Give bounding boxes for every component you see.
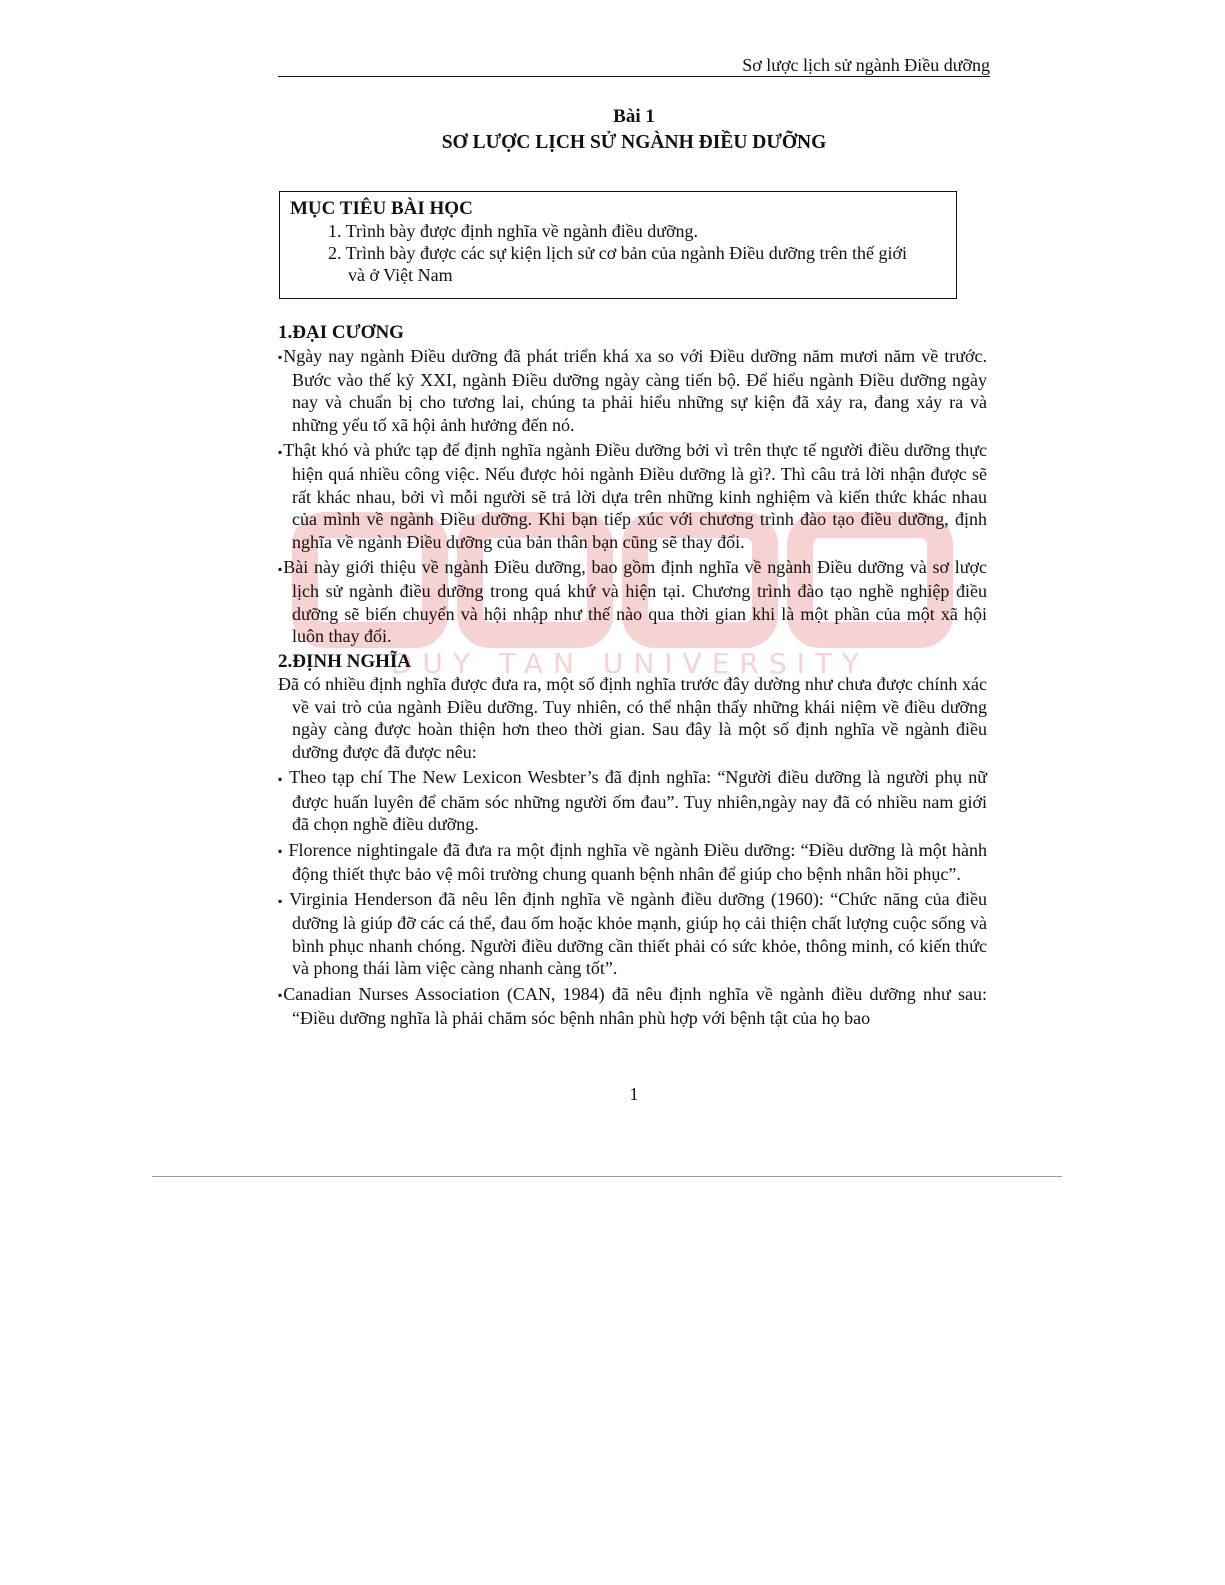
page-bottom-divider (152, 1176, 1062, 1177)
section-heading-dai-cuong: 1.ĐẠI CƯƠNG (278, 322, 404, 343)
paragraph (278, 766, 987, 835)
bullet-icon: ▪ (278, 844, 283, 859)
bullet-icon: ▪ (278, 893, 283, 908)
learning-objectives-box (279, 191, 957, 299)
objective-item: 2. Trình bày được các sự kiện lịch sử cơ bản của ngành Điều dưỡng trên thế giới và ở Việt Nam (328, 243, 907, 285)
paragraph-text: Bài này giới thiệu về ngành Điều dưỡng, bao gồm định nghĩa về ngành Điều dưỡng và sơ lược lịch sử ngành điều dưỡng trong quá khứ và hiện tại. Chương trình đào tạo nghề nghiệp điều dưỡng sẽ biến chuyển và hội nhập như thế nào qua thời gian khi là một phần của một xã hội luôn thay đổi. (283, 557, 987, 647)
header-rule (278, 76, 990, 77)
paragraph-text: Ngày nay ngành Điều dưỡng đã phát triển khá xa so với Điều dưỡng năm mươi năm về trước. Bước vào thế kỷ XXI, ngành Điều dưỡng ngày càng tiến bộ. Để hiểu ngành Điều dưỡng ngày nay và chuẩn bị cho tương lai, chúng ta phải hiểu những sự kiện đã xảy ra, đang xảy ra và những yếu tố xã hội ảnh hưởng đến nó. (283, 345, 987, 435)
page-number: 1 (629, 1084, 639, 1104)
paragraph (278, 888, 987, 980)
paragraph-text: Canadian Nurses Association (CAN, 1984) đã nêu định nghĩa về ngành điều dưỡng như sau: “Điều dưỡng nghĩa là phải chăm sóc bệnh nhân phù hợp với bệnh tật của họ bao (283, 983, 987, 1028)
paragraph (278, 556, 987, 648)
paragraph-text: Theo tạp chí The New Lexicon Wesbter’s đã định nghĩa: “Người điều dưỡng là người phụ nữ được huấn luyên để chăm sóc những người ốm đau”. Tuy nhiên,ngày nay đã có nhiều nam giới đã chọn nghề điều dưỡng. (283, 767, 987, 834)
paragraph (278, 983, 987, 1030)
bullet-icon: ▪ (278, 444, 283, 459)
paragraph-text: Đã có nhiều định nghĩa được đưa ra, một số định nghĩa trước đây dường như chưa được chính xác về vai trò của ngành Điều dưỡng. Tuy nhiên, có thể nhận thấy những khái niệm về điều dưỡng ngày càng được hoàn thiện hơn theo thời gian. Sau đây là một số định nghĩa về ngành điều dưỡng được đã được nêu: (278, 674, 987, 762)
lesson-title: SƠ LƯỢC LỊCH SỬ NGÀNH ĐIỀU DƯỠNG (441, 132, 827, 153)
paragraph-text: Florence nightingale đã đưa ra một định nghĩa về ngành Điều dưỡng: “Điều dưỡng là một hành động thiết thực bảo vệ môi trường chung quanh bệnh nhân để giúp cho bệnh nhân hồi phục”. (283, 839, 987, 884)
section-heading-dinh-nghia: 2.ĐỊNH NGHĨA (278, 650, 412, 672)
bullet-icon: ▪ (278, 772, 283, 786)
paragraph (278, 839, 987, 886)
bullet-icon: ▪ (278, 988, 283, 1003)
watermark-text: DUY TAN UNIVERSITY (390, 647, 870, 680)
paragraph (278, 345, 987, 437)
paragraph-text: Thật khó và phức tạp để định nghĩa ngành Điều dưỡng bởi vì trên thực tế người điều dưỡng thực hiện quá nhiều công việc. Nếu được hỏi ngành Điều dưỡng là gì?. Thì câu trả lời nhận được sẽ rất khác nhau, bởi vì mỗi người sẽ trả lời dựa trên những kinh nghiệm và kiến thức khác nhau của mình về ngành Điều dưỡng. Khi bạn tiếp xúc với chương trình đào tạo điều dưỡng, định nghĩa về ngành Điều dưỡng của bản thân bạn cũng sẽ thay đổi. (283, 440, 987, 552)
paragraph-text: Virginia Henderson đã nêu lên định nghĩa về ngành điều dưỡng (1960): “Chức năng của điều dưỡng là giúp đỡ các cá thể, đau ốm hoặc khỏe mạnh, giúp họ cải thiện chất lượng cuộc sống và bình phục nhanh chóng. Người điều dưỡng cần thiết phải có sức khỏe, thông minh, có kiến thức và phong thái làm việc càng nhanh càng tốt”. (283, 889, 987, 979)
paragraph (278, 439, 987, 553)
document-body (278, 322, 987, 1032)
objectives-title: MỤC TIÊU BÀI HỌC (290, 198, 473, 219)
running-header: Sơ lược lịch sử ngành Điều dưỡng (742, 55, 990, 75)
objective-item: 1. Trình bày được định nghĩa về ngành điều dưỡng. (328, 221, 699, 241)
bullet-icon: ▪ (278, 350, 283, 365)
lesson-number: Bài 1 (613, 106, 655, 127)
paragraph (278, 673, 987, 763)
bullet-icon: ▪ (278, 561, 283, 576)
